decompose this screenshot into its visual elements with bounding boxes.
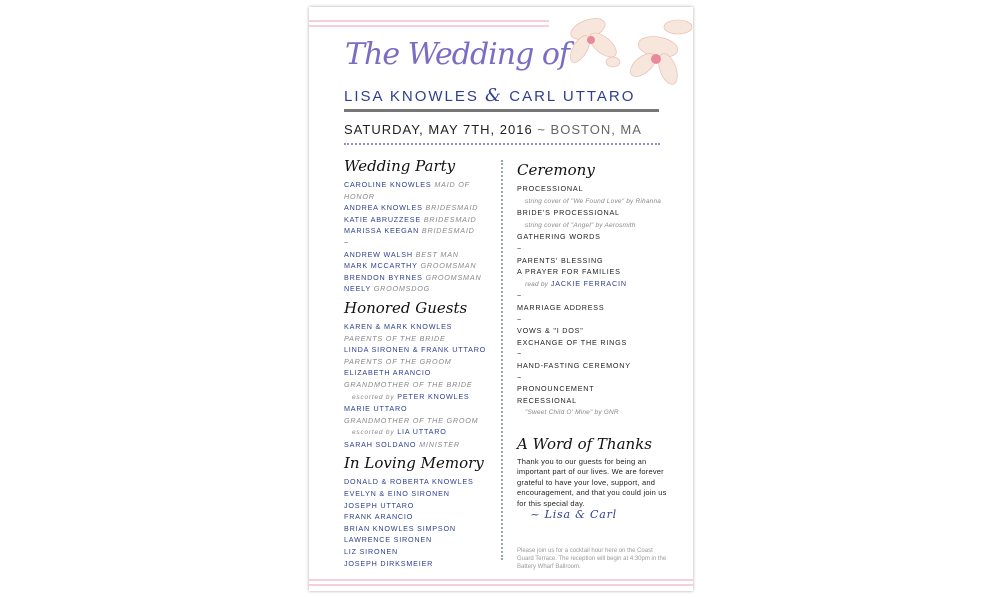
person-name: ANDREA KNOWLES: [344, 203, 423, 213]
list-item: [517, 243, 667, 255]
list-item: [344, 344, 494, 356]
person-name: ~: [344, 237, 349, 247]
list-item: [344, 379, 494, 391]
ceremony-step: PRONOUNCEMENT: [517, 384, 595, 394]
list-item: [517, 360, 667, 372]
ceremony-step: ~: [517, 243, 522, 253]
list-item: [517, 278, 667, 291]
column-divider: [501, 160, 503, 560]
honored-guests-heading: Honored Guests: [344, 298, 468, 317]
memorial-name: BRIAN KNOWLES SIMPSON: [344, 523, 456, 533]
list-item: [344, 272, 494, 284]
list-item: [344, 476, 494, 488]
location: BOSTON, MA: [550, 122, 642, 137]
list-item: [344, 534, 494, 546]
ceremony-step: ~: [517, 291, 522, 301]
ceremony-note: string cover of "We Found Love" by Rihanna: [525, 197, 662, 205]
ceremony-note: "Sweet Child O' Mine" by GNR: [525, 409, 619, 417]
memorial-name: DONALD & ROBERTA KNOWLES: [344, 477, 474, 487]
right-column: [517, 157, 667, 571]
list-item: [517, 231, 667, 243]
person-name: CAROLINE KNOWLES: [344, 180, 432, 189]
memory-heading: In Loving Memory: [344, 454, 484, 473]
list-item: [517, 266, 667, 278]
memorial-name: LAWRENCE SIRONEN: [344, 535, 433, 545]
person-role: BRIDESMAID: [423, 214, 477, 224]
list-item: [344, 511, 494, 523]
memorial-name: FRANK ARANCIO: [344, 512, 414, 522]
tilde: ~: [537, 122, 546, 137]
wedding-program: [309, 7, 693, 591]
signature: ~ Lisa & Carl: [530, 508, 617, 522]
person-role: GROOMSMAN: [420, 261, 477, 271]
ceremony-step: ~: [517, 372, 522, 382]
list-item: [344, 283, 494, 295]
divider: [344, 109, 659, 112]
ceremony-step: VOWS & "I DOS": [517, 326, 584, 336]
ceremony-step: ~: [517, 314, 522, 324]
escort-name: LIA UTTARO: [397, 427, 447, 437]
escort-name: PETER KNOWLES: [397, 391, 470, 401]
list-item: [344, 415, 494, 427]
person-role: BRIDESMAID: [421, 226, 475, 236]
person-role: BEST MAN: [415, 249, 459, 259]
guest-name: ELIZABETH ARANCIO: [344, 368, 432, 378]
list-item: [344, 214, 494, 226]
ceremony-step: PROCESSIONAL: [517, 184, 584, 193]
ceremony-step: MARRIAGE ADDRESS: [517, 302, 605, 312]
person-role: GROOMSMAN: [425, 272, 482, 282]
memorial-name: EVELYN & EINO SIRONEN: [344, 489, 450, 499]
list-item: [517, 195, 667, 208]
ceremony-step: HAND-FASTING CEREMONY: [517, 360, 631, 370]
thanks-text: Thank you to our guests for being an important part of our lives. We are forever grateful to have your love, support, and encouragement, and that you could join us for this special day.: [517, 456, 667, 508]
date-line: [344, 122, 642, 137]
list-item: [517, 337, 667, 349]
guest-name: LINDA SIRONEN & FRANK UTTARO: [344, 345, 487, 355]
person-name: BRENDON BYRNES: [344, 272, 423, 282]
list-item: [344, 237, 494, 249]
list-item: [344, 546, 494, 558]
groom-name: CARL UTTARO: [509, 88, 636, 105]
list-item: [344, 426, 494, 439]
dotted-divider: [344, 143, 660, 145]
list-item: [344, 523, 494, 535]
list-item: [517, 207, 667, 219]
list-item: [344, 260, 494, 272]
person-role: GROOMSDOG: [373, 284, 431, 294]
list-item: [344, 225, 494, 237]
guest-relation: PARENTS OF THE BRIDE: [344, 333, 446, 343]
list-item: [517, 302, 667, 314]
guest-name: SARAH SOLDANO: [344, 439, 417, 449]
list-item: [517, 183, 667, 195]
guest-relation: PARENTS OF THE GROOM: [344, 356, 452, 366]
list-item: [517, 395, 667, 407]
date: SATURDAY, MAY 7TH, 2016: [344, 122, 533, 137]
ceremony-step: GATHERING WORDS: [517, 232, 601, 242]
list-item: [344, 439, 494, 451]
list-item: [517, 325, 667, 337]
list-item: [344, 202, 494, 214]
pink-stripe: [309, 584, 693, 586]
left-column: [344, 153, 494, 569]
list-item: [344, 367, 494, 379]
list-item: [517, 348, 667, 360]
guest-role: MINISTER: [419, 439, 460, 449]
ceremony-note: string cover of "Angel" by Aerosmith: [525, 221, 636, 229]
ceremony-step: PARENTS' BLESSING: [517, 255, 604, 265]
person-name: MARISSA KEEGAN: [344, 226, 420, 236]
list-item: [344, 321, 494, 333]
pink-stripe: [309, 579, 693, 581]
list-item: [517, 314, 667, 326]
ampersand: &: [485, 85, 504, 106]
ceremony-note: read by: [525, 280, 549, 288]
ceremony-step: EXCHANGE OF THE RINGS: [517, 337, 628, 347]
person-role: BRIDESMAID: [425, 203, 479, 213]
guest-relation: GRANDMOTHER OF THE BRIDE: [344, 379, 473, 389]
list-item: [517, 255, 667, 267]
guest-name: MARIE UTTARO: [344, 404, 408, 414]
list-item: [344, 249, 494, 261]
guest-name: KAREN & MARK KNOWLES: [344, 321, 453, 331]
bride-name: LISA KNOWLES: [344, 88, 479, 105]
list-item: [517, 372, 667, 384]
pink-stripe: [309, 25, 549, 27]
guest-relation: GRANDMOTHER OF THE GROOM: [344, 415, 479, 425]
reception-note: Please join us for a cocktail hour here on the Coast Guard Terrace. The reception will begin at 4:30pm in the Battery Wharf Ballroom.: [517, 547, 667, 570]
escort-label: escorted by: [352, 429, 395, 437]
list-item: [344, 391, 494, 404]
couple-names: [344, 85, 635, 106]
pink-stripe: [309, 20, 549, 22]
list-item: [517, 406, 667, 419]
list-item: [344, 500, 494, 512]
person-name: MARK MCCARTHY: [344, 261, 418, 271]
list-item: [344, 403, 494, 415]
page-title: The Wedding of: [345, 37, 569, 72]
list-item: [517, 290, 667, 302]
list-item: [517, 219, 667, 232]
escort-label: escorted by: [352, 393, 395, 401]
ceremony-heading: Ceremony: [517, 161, 595, 179]
ceremony-step: BRIDE'S PROCESSIONAL: [517, 208, 620, 218]
list-item: [344, 558, 494, 570]
orchid-illustration: [558, 7, 693, 92]
list-item: [344, 488, 494, 500]
person-name: NEELY: [344, 284, 371, 294]
person-name: ANDREW WALSH: [344, 249, 413, 259]
memorial-name: JOSEPH UTTARO: [344, 500, 415, 510]
memorial-name: JOSEPH DIRKSMEIER: [344, 558, 434, 568]
reader-name: JACKIE FERRACIN: [550, 278, 627, 288]
person-role: MAID OF HONOR: [344, 180, 470, 201]
ceremony-step: ~: [517, 349, 522, 359]
ceremony-step: RECESSIONAL: [517, 395, 577, 405]
list-item: [517, 383, 667, 395]
wedding-party-heading: Wedding Party: [344, 157, 456, 175]
thanks-heading: A Word of Thanks: [517, 434, 652, 453]
list-item: [344, 333, 494, 345]
memorial-name: LIZ SIRONEN: [344, 547, 398, 557]
list-item: [344, 179, 494, 202]
list-item: [344, 356, 494, 368]
person-name: KATIE ABRUZZESE: [344, 214, 421, 224]
ceremony-step: A PRAYER FOR FAMILIES: [517, 267, 621, 277]
